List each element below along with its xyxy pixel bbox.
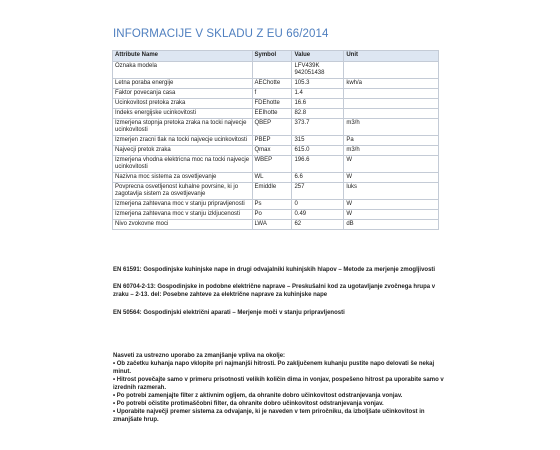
cell-value: LFV439K 942051438	[292, 62, 344, 79]
cell-symbol: AEChotte	[252, 79, 292, 89]
table-row	[113, 136, 439, 146]
cell-attribute: Izmerjena stopnja pretoka zraka na tocki najvecje ucinkovitosti	[113, 119, 253, 136]
cell-attribute: Izmerjena zahtevana moc v stanju pripravljenosti	[113, 200, 253, 210]
header-symbol: Symbol	[252, 51, 292, 62]
cell-symbol: FDEhotte	[252, 99, 292, 109]
table-row	[113, 146, 439, 156]
header-value: Value	[292, 51, 344, 62]
table-row	[113, 200, 439, 210]
cell-value: 257	[292, 183, 344, 200]
cell-value: 1.4	[292, 89, 344, 99]
table-row	[113, 109, 439, 119]
cell-attribute: Povprecna osvetljenost kuhalne povrsine, ki jo zagotavlja sistem za osvetljevanje	[113, 183, 253, 200]
cell-attribute: Oznaka modela	[113, 62, 253, 79]
cell-unit	[344, 109, 439, 119]
cell-symbol: f	[252, 89, 292, 99]
table-row	[113, 173, 439, 183]
table-row	[113, 119, 439, 136]
table-row	[113, 79, 439, 89]
cell-attribute: Najvecji pretok zraka	[113, 146, 253, 156]
cell-unit: kwh/a	[344, 79, 439, 89]
table-row	[113, 183, 439, 200]
standard-en60704: EN 60704-2-13: Gospodinjske in podobne električne naprave – Preskušalni kod za ugotavljanje zvočnega hrupa v zraku – 2-13. del: Posebne zahteve za električne naprave za kuhinjske nape	[113, 284, 436, 298]
cell-attribute: Izmerjena zahtevana moc v stanju izkljucenosti	[113, 210, 253, 220]
cell-unit: Pa	[344, 136, 439, 146]
cell-symbol: Po	[252, 210, 292, 220]
note-item: • Ob začetku kuhanja napo vklopite pri najmanjši hitrosti. Po zaključenem kuhanju pustite napo delovati še nekaj minut.	[113, 361, 435, 375]
table-row	[113, 99, 439, 109]
page-title: INFORMACIJE V SKLADU Z EU 66/2014	[113, 28, 329, 40]
cell-unit: W	[344, 200, 439, 210]
cell-attribute: Nivo zvokovne moci	[113, 220, 253, 230]
cell-value: 82.8	[292, 109, 344, 119]
cell-unit: m3/h	[344, 119, 439, 136]
cell-value: 62	[292, 220, 344, 230]
cell-symbol: Qmax	[252, 146, 292, 156]
header-unit: Unit	[344, 51, 439, 62]
standard-en61591: EN 61591: Gospodinjske kuhinjske nape in drugi odvajalniki kuhinjskih hlapov – Metode za merjenje zmogljivosti	[113, 267, 436, 273]
cell-attribute: Indeks energijske ucinkovitosti	[113, 109, 253, 119]
cell-symbol: WL	[252, 173, 292, 183]
cell-symbol: PBEP	[252, 136, 292, 146]
cell-unit	[344, 62, 439, 79]
note-item: • Po potrebi očistite protimaščobni filter, da ohranite dobro učinkovitost odstranjevanja vonjav.	[113, 401, 384, 407]
cell-unit: luks	[344, 183, 439, 200]
cell-unit: W	[344, 156, 439, 173]
cell-value: 0.49	[292, 210, 344, 220]
table-row	[113, 89, 439, 99]
cell-unit: m3/h	[344, 146, 439, 156]
notes-heading: Nasveti za ustrezno uporabo za zmanjšanje vpliva na okolje:	[113, 353, 286, 359]
cell-symbol: EEIhotte	[252, 109, 292, 119]
usage-notes	[113, 352, 446, 424]
cell-value: 315	[292, 136, 344, 146]
cell-unit	[344, 89, 439, 99]
cell-symbol: Emiddle	[252, 183, 292, 200]
table-row	[113, 62, 439, 79]
cell-attribute: Nazivna moc sistema za osvetljevanje	[113, 173, 253, 183]
cell-attribute: Izmerjena vhodna elektricna moc na tocki najvecje ucinkovitosti	[113, 156, 253, 173]
cell-value: 615.0	[292, 146, 344, 156]
table-row	[113, 210, 439, 220]
cell-unit: W	[344, 210, 439, 220]
note-item: • Uporabite največji premer sistema za odvajanje, ki je naveden v tem priročniku, da izboljšate učinkovitost in zmanjšate hrup.	[113, 409, 425, 423]
cell-unit: W	[344, 173, 439, 183]
cell-symbol: LWA	[252, 220, 292, 230]
cell-attribute: Ucinkovitost pretoka zraka	[113, 99, 253, 109]
spec-table	[112, 50, 439, 230]
note-item: • Po potrebi zamenjajte filter z aktivnim ogljem, da ohranite dobro učinkovitost odstranjevanja vonjav.	[113, 393, 403, 399]
cell-value: 373.7	[292, 119, 344, 136]
table-row	[113, 156, 439, 173]
standard-en50564: EN 50564: Gospodinjski električni aparati – Merjenje moči v stanju pripravljenosti	[113, 310, 345, 316]
cell-value: 16.6	[292, 99, 344, 109]
table-header-row	[113, 51, 439, 62]
cell-attribute: Izmerjen zracni tlak na tocki najvecje ucinkovitosti	[113, 136, 253, 146]
cell-symbol: QBEP	[252, 119, 292, 136]
cell-value: 0	[292, 200, 344, 210]
cell-unit	[344, 99, 439, 109]
table-row	[113, 220, 439, 230]
cell-symbol: Ps	[252, 200, 292, 210]
cell-unit: dB	[344, 220, 439, 230]
cell-attribute: Letna poraba energije	[113, 79, 253, 89]
header-attribute: Attribute Name	[113, 51, 253, 62]
cell-value: 105.3	[292, 79, 344, 89]
cell-symbol: WBEP	[252, 156, 292, 173]
cell-value: 6.6	[292, 173, 344, 183]
note-item: • Hitrost povečajte samo v primeru prisotnosti velikih količin dima in vonjav, pospešeno hitrost pa uporabite samo v izrednih razmerah.	[113, 377, 444, 391]
cell-value: 196.6	[292, 156, 344, 173]
cell-symbol	[252, 62, 292, 79]
cell-attribute: Faktor povecanja casa	[113, 89, 253, 99]
